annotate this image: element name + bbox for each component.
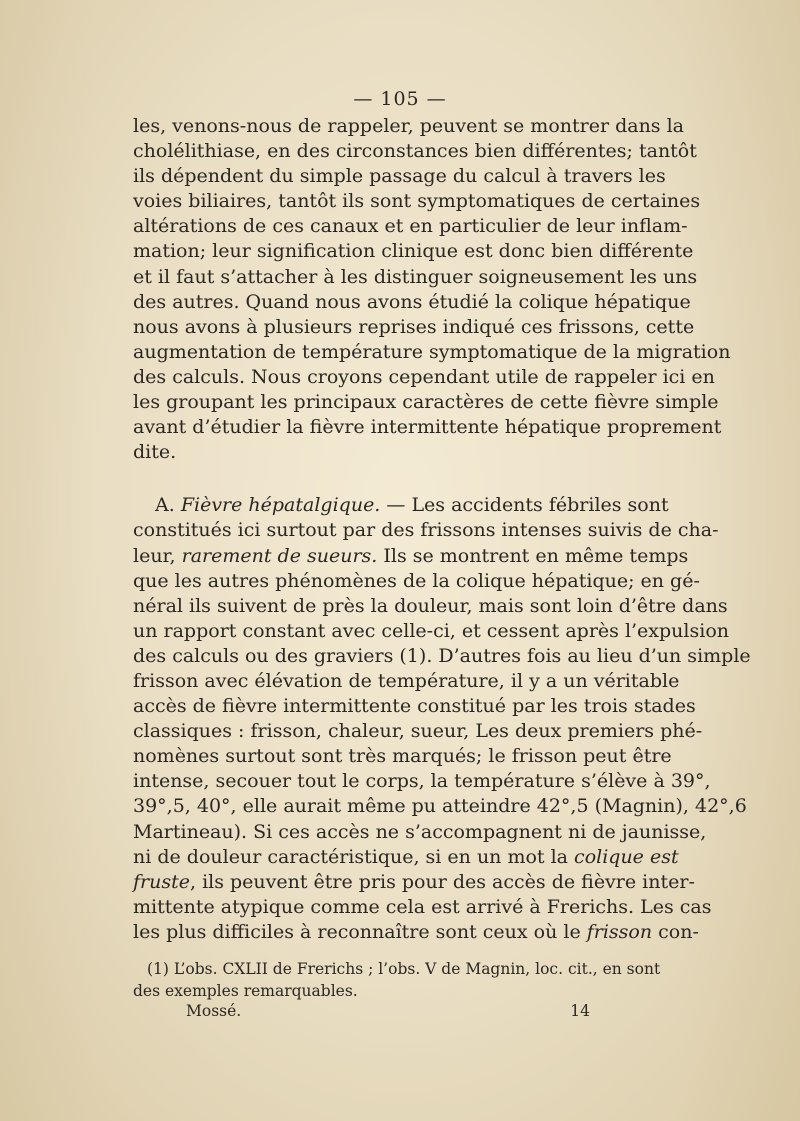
body-text bbox=[133, 114, 751, 945]
text-line: que les autres phénomènes de la colique hépatique; en gé- bbox=[133, 569, 700, 592]
text-line: 39°,5, 40°, elle aurait même pu atteindre 42°,5 (Magnin), 42°,6 bbox=[133, 795, 747, 818]
text-line: et il faut s’attacher à les distinguer soigneusement les uns bbox=[133, 265, 698, 288]
text-line: cholélithiase, en des circonstances bien différentes; tantôt bbox=[133, 140, 697, 163]
text-line: des autres. Quand nous avons étudié la colique hépatique bbox=[133, 290, 691, 313]
text-line: intense, secouer tout le corps, la température s’élève à 39°, bbox=[133, 770, 711, 793]
text-line: un rapport constant avec celle-ci, et cessent après l’expulsion bbox=[133, 619, 729, 642]
text-fragment: leur, bbox=[133, 544, 182, 567]
text-line: mation; leur signification clinique est donc bien différente bbox=[133, 240, 694, 263]
text-fragment: les plus difficiles à reconnaître sont ceux où le bbox=[133, 920, 587, 943]
text-fragment: Ils se montrent en même temps bbox=[377, 544, 689, 567]
footnote-line: (1) L’obs. CXLII de Frerichs ; l’obs. V de Magnin, loc. cit., en sont bbox=[147, 960, 661, 978]
text-line bbox=[133, 920, 699, 945]
text-line bbox=[133, 544, 689, 569]
text-line: ils dépendent du simple passage du calcul à travers les bbox=[133, 165, 666, 188]
footnote bbox=[133, 958, 661, 1002]
text-line: voies biliaires, tantôt ils sont symptomatiques de certaines bbox=[133, 190, 701, 213]
signature-number: 14 bbox=[570, 1002, 590, 1020]
text-line bbox=[133, 845, 679, 870]
text-line: les groupant les principaux caractères de cette fièvre simple bbox=[133, 391, 719, 414]
text-line: néral ils suivent de près la douleur, mais sont loin d’être dans bbox=[133, 594, 728, 617]
text-line: augmentation de température symptomatique de la migration bbox=[133, 340, 731, 363]
text-line: Martineau). Si ces accès ne s’accompagnent ni de jaunisse, bbox=[133, 820, 707, 843]
text-line: altérations de ces canaux et en particulier de leur inflam- bbox=[133, 215, 688, 238]
text-line: dite. bbox=[133, 441, 177, 464]
text-line: frisson avec élévation de température, il y a un véritable bbox=[133, 669, 680, 692]
emphasis-text: colique est bbox=[574, 845, 679, 868]
emphasis-text: frisson bbox=[586, 920, 653, 943]
text-fragment: — Les accidents fébriles sont bbox=[380, 494, 669, 517]
emphasis-text: rarement de sueurs. bbox=[181, 544, 378, 567]
text-fragment: con- bbox=[652, 920, 699, 943]
text-fragment: ni de douleur caractéristique, si en un mot la bbox=[133, 845, 575, 868]
footnote-line: des exemples remarquables. bbox=[133, 982, 358, 1000]
signature-row bbox=[150, 1002, 590, 1024]
page-number: — 105 — bbox=[353, 88, 447, 110]
text-line: mittente atypique comme cela est arrivé à Frerichs. Les cas bbox=[133, 895, 712, 918]
text-line: nomènes surtout sont très marqués; le frisson peut être bbox=[133, 745, 672, 768]
section-heading-line bbox=[133, 493, 669, 518]
paragraph-gap bbox=[133, 465, 629, 493]
text-line bbox=[133, 870, 695, 895]
text-line: nous avons à plusieurs reprises indiqué ces frissons, cette bbox=[133, 315, 695, 338]
text-line: constitués ici surtout par des frissons intenses suivis de cha- bbox=[133, 519, 719, 542]
section-heading: Fièvre hépatalgique. bbox=[180, 494, 381, 517]
text-line: des calculs ou des graviers (1). D’autres fois au lieu d’un simple bbox=[133, 644, 751, 667]
text-line: des calculs. Nous croyons cependant utile de rappeler ici en bbox=[133, 365, 715, 388]
text-line: classiques : frisson, chaleur, sueur, Les deux premiers phé- bbox=[133, 720, 703, 743]
emphasis-text: fruste bbox=[133, 870, 190, 893]
section-label: A. bbox=[155, 494, 181, 517]
text-fragment: , ils peuvent être pris pour des accès de fièvre inter- bbox=[189, 870, 695, 893]
signature-author: Mossé. bbox=[186, 1002, 242, 1020]
text-line: avant d’étudier la fièvre intermittente hépatique proprement bbox=[133, 416, 722, 439]
text-line: les, venons-nous de rappeler, peuvent se montrer dans la bbox=[133, 115, 684, 137]
text-line: accès de fièvre intermittente constitué par les trois stades bbox=[133, 695, 696, 718]
